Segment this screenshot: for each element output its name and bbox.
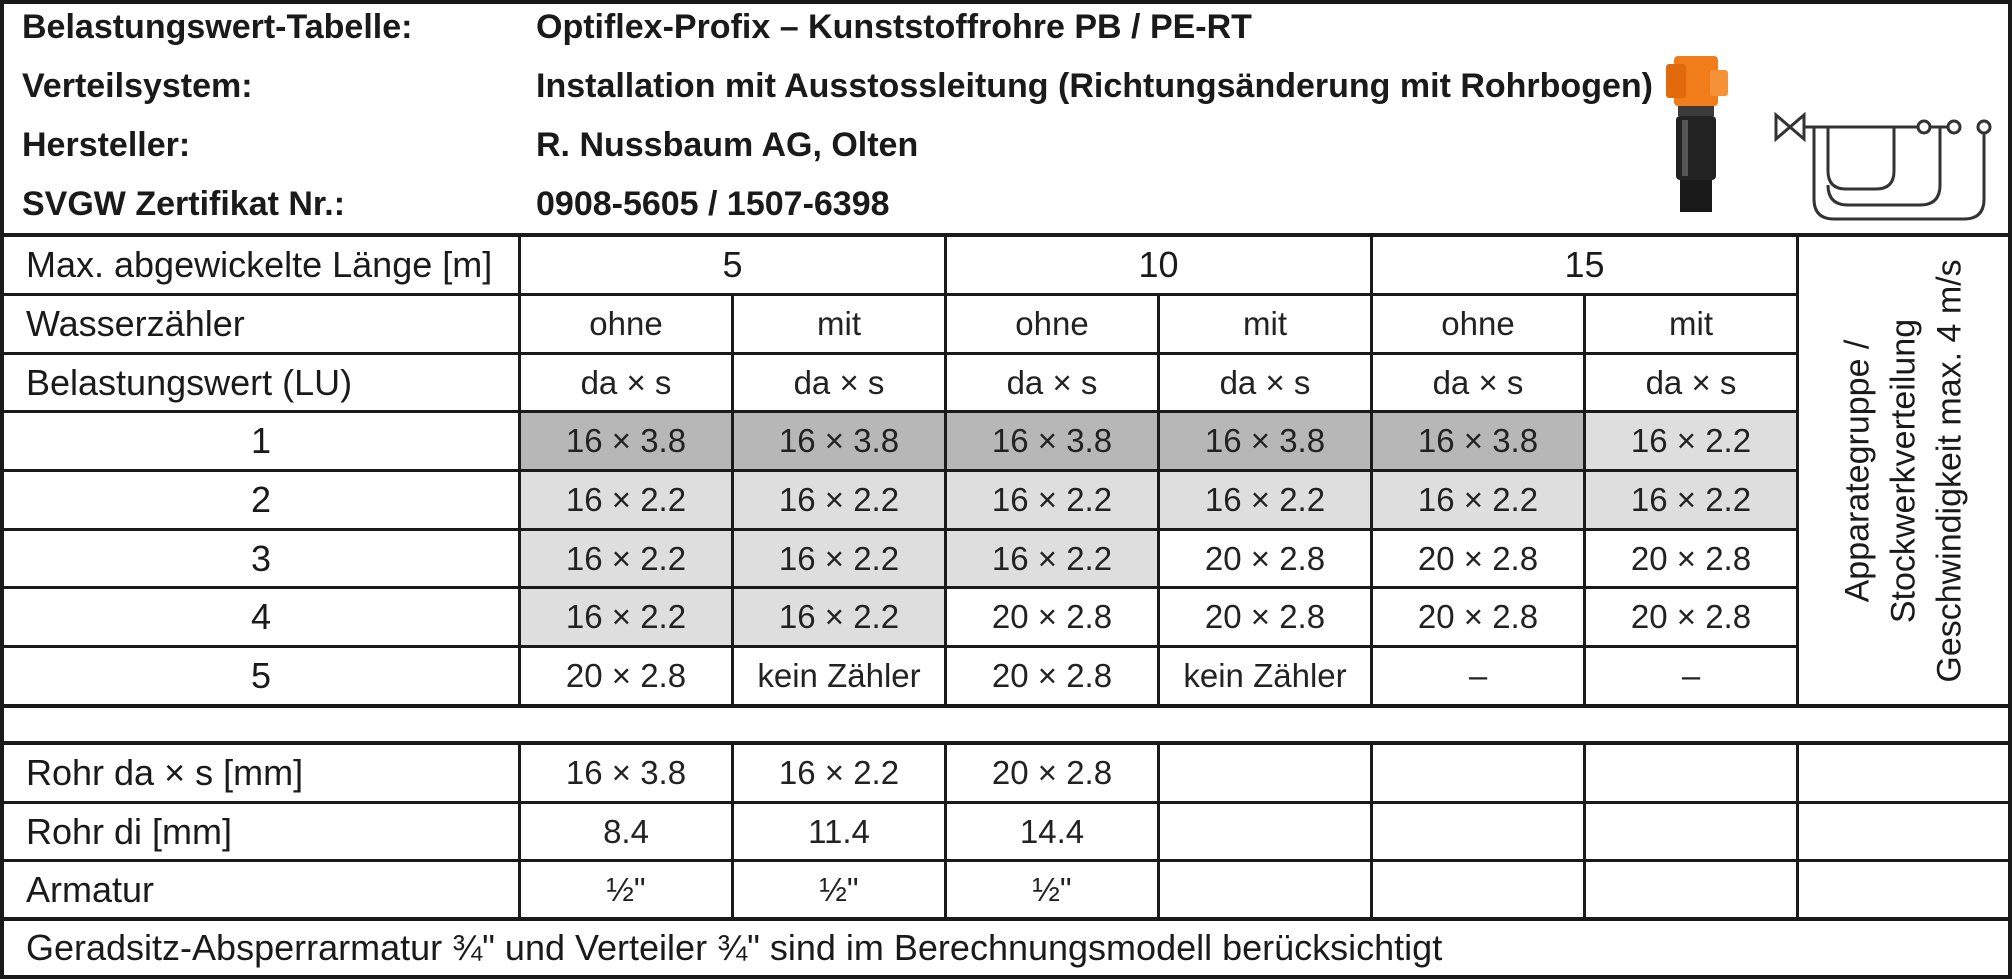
table-cell: – xyxy=(1468,657,1488,694)
table-cell: 20 × 2.8 xyxy=(1204,598,1326,635)
table-cell: 16 × 2.2 xyxy=(1417,481,1539,518)
table-cell: 16 × 2.2 xyxy=(565,539,687,577)
table-cell: 16 × 3.8 xyxy=(1417,422,1539,459)
table-cell: 16 × 2.2 xyxy=(778,539,900,577)
meter-value: ohne xyxy=(1015,305,1089,342)
dim-header: da × s xyxy=(1645,363,1737,401)
table-cell: 16 × 2.2 xyxy=(565,598,687,635)
legend-value: 14.4 xyxy=(1019,812,1085,850)
side-note-line: Stockwerkverteilung xyxy=(1885,318,1924,624)
length-10: 10 xyxy=(1138,244,1179,285)
legend-label-fitting: Armatur xyxy=(26,868,155,910)
fitting-icon xyxy=(1660,50,1740,220)
table-cell: – xyxy=(1681,657,1701,694)
lu-value: 2 xyxy=(250,479,272,520)
dim-header: da × s xyxy=(793,363,885,401)
lu-value: 5 xyxy=(250,655,272,696)
table-cell: 20 × 2.8 xyxy=(1204,539,1326,577)
table-cell: 20 × 2.8 xyxy=(1417,598,1539,635)
header-label-system: Verteilsystem: xyxy=(22,67,253,105)
table-cell: 16 × 3.8 xyxy=(1204,422,1326,459)
lu-value: 3 xyxy=(250,537,272,579)
table-cell: 16 × 3.8 xyxy=(778,422,900,459)
side-note xyxy=(1798,236,2010,706)
side-note-line: Geschwindigkeit max. 4 m/s xyxy=(1931,259,1970,683)
meter-value: mit xyxy=(817,305,861,342)
meter-value: ohne xyxy=(1441,305,1515,342)
header-value-certificate: 0908-5605 / 1507-6398 xyxy=(536,185,890,223)
table-cell: 16 × 3.8 xyxy=(991,422,1113,459)
lu-value: 1 xyxy=(250,420,272,461)
length-5: 5 xyxy=(722,244,743,285)
dim-header: da × s xyxy=(1219,363,1311,401)
header-value-manufacturer: R. Nussbaum AG, Olten xyxy=(536,126,919,164)
table-cell: 20 × 2.8 xyxy=(565,657,687,694)
meter-value: mit xyxy=(1669,305,1713,342)
table-cell: kein Zähler xyxy=(1183,657,1347,694)
table-cell: 16 × 3.8 xyxy=(565,422,687,459)
legend-value: 16 × 3.8 xyxy=(565,754,687,791)
table-cell: 16 × 2.2 xyxy=(991,539,1113,577)
dim-header: da × s xyxy=(580,363,672,401)
lu-label: Belastungswert (LU) xyxy=(26,361,353,403)
legend-value: ½" xyxy=(606,870,646,908)
legend-value: ½" xyxy=(819,870,859,908)
header-value-table: Optiflex-Profix – Kunststoffrohre PB / PE-RT xyxy=(536,8,1252,46)
legend-value: 20 × 2.8 xyxy=(991,754,1113,791)
footer-note: Geradsitz-Absperrarmatur ¾" und Verteiler ¾" sind im Berechnungsmodell berücksichtigt xyxy=(26,927,1443,968)
table-cell: 20 × 2.8 xyxy=(1630,598,1752,635)
meter-label: Wasserzähler xyxy=(26,303,245,344)
header-label-table: Belastungswert-Tabelle: xyxy=(22,8,413,46)
table-cell: kein Zähler xyxy=(757,657,921,694)
table-cell: 16 × 2.2 xyxy=(991,481,1113,518)
table-cell: 20 × 2.8 xyxy=(991,598,1113,635)
length-15: 15 xyxy=(1564,244,1605,285)
legend-value: 8.4 xyxy=(603,812,649,850)
legend-label-pipe-dim: Rohr da × s [mm] xyxy=(26,752,304,793)
legend-value: 11.4 xyxy=(808,812,870,850)
legend-value: 16 × 2.2 xyxy=(778,754,900,791)
header-label-certificate: SVGW Zertifikat Nr.: xyxy=(22,185,346,223)
table-cell: 20 × 2.8 xyxy=(1630,539,1752,577)
legend-label-inner-diameter: Rohr di [mm] xyxy=(26,810,233,852)
meter-value: ohne xyxy=(589,305,663,342)
table-cell: 16 × 2.2 xyxy=(778,598,900,635)
side-note-line: Apparategruppe / xyxy=(1839,339,1878,603)
legend-value: ½" xyxy=(1032,870,1072,908)
table-cell: 20 × 2.8 xyxy=(1417,539,1539,577)
header-value-system: Installation mit Ausstossleitung (Richtungsänderung mit Rohrbogen) xyxy=(536,67,1653,105)
header-label-manufacturer: Hersteller: xyxy=(22,126,191,164)
table-cell: 16 × 2.2 xyxy=(1630,481,1752,518)
table-cell: 16 × 2.2 xyxy=(1204,481,1326,518)
meter-value: mit xyxy=(1243,305,1287,342)
dim-header: da × s xyxy=(1432,363,1524,401)
table-cell: 16 × 2.2 xyxy=(1630,422,1752,459)
table-cell: 16 × 2.2 xyxy=(565,481,687,518)
lu-value: 4 xyxy=(250,596,272,637)
table-cell: 16 × 2.2 xyxy=(778,481,900,518)
table-cell: 20 × 2.8 xyxy=(991,657,1113,694)
distribution-schematic-icon xyxy=(1770,105,2006,223)
dim-header: da × s xyxy=(1006,363,1098,401)
length-label: Max. abgewickelte Länge [m] xyxy=(26,244,493,285)
